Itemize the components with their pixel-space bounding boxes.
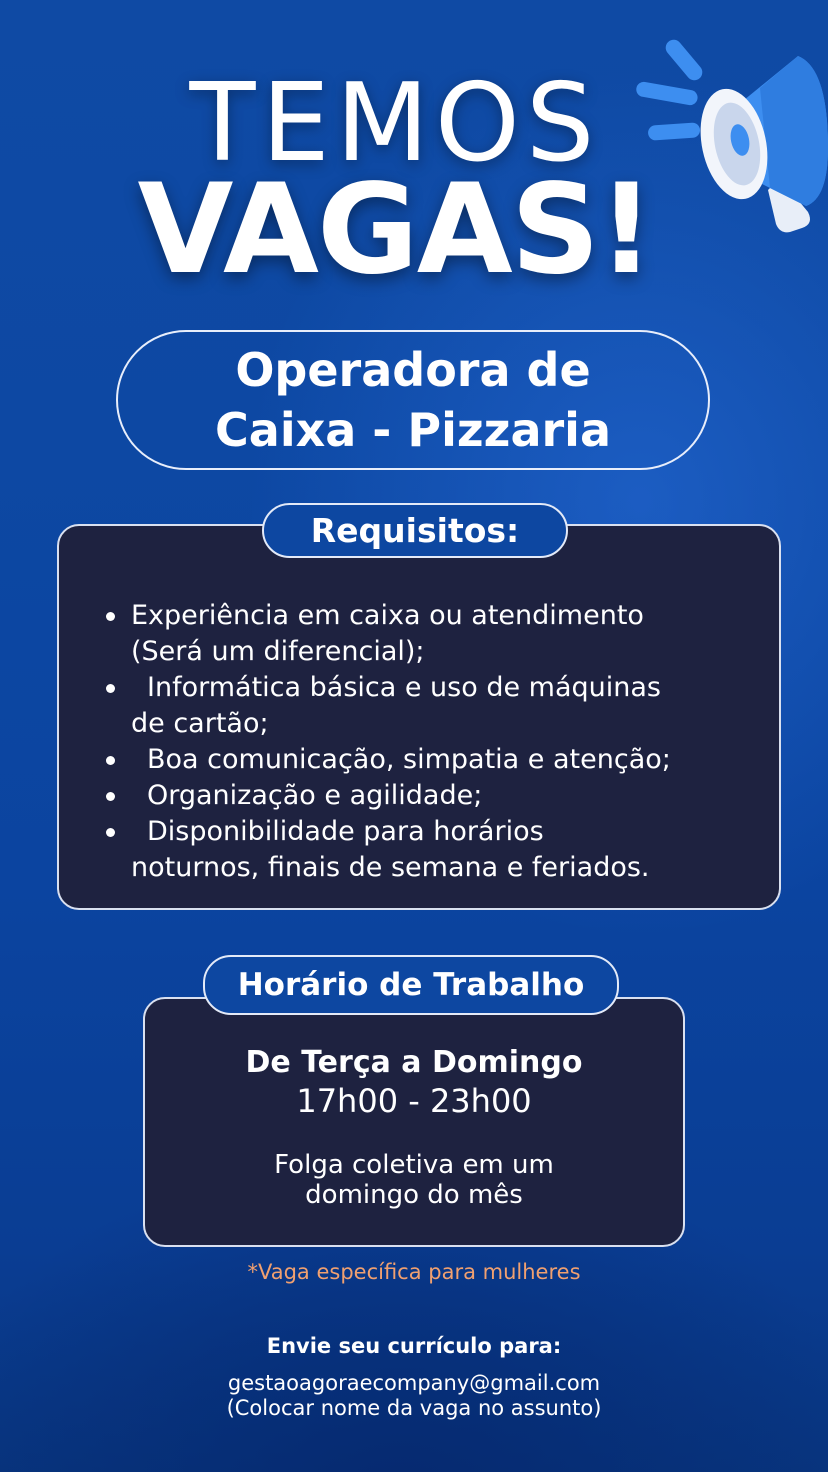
requirements-card — [57, 524, 781, 910]
requirement-item — [131, 742, 791, 778]
requirement-text: Organização e agilidade; — [147, 780, 483, 811]
requirement-text: Disponibilidade para horários — [147, 816, 544, 847]
job-title-line-2: Caixa - Pizzaria — [215, 403, 611, 457]
headline-temos: TEMOS — [189, 61, 601, 186]
schedule-hours: 17h00 - 23h00 — [296, 1082, 532, 1120]
schedule-days: De Terça a Domingo — [245, 1045, 583, 1080]
requirement-text: Informática básica e uso de máquinas — [147, 672, 661, 703]
contact-email[interactable]: gestaoagoraecompany@gmail.com — [227, 1371, 601, 1395]
requirements-list — [131, 598, 791, 886]
requirement-item — [131, 814, 791, 886]
requirement-text-continued: noturnos, finais de semana e feriados. — [131, 852, 650, 883]
schedule-note-line-1: Folga coletiva em um — [274, 1150, 554, 1180]
megaphone-icon — [630, 28, 828, 238]
headline-vagas: VAGAS! — [137, 158, 653, 302]
job-title-pill — [116, 330, 710, 470]
requirement-text-continued: (Será um diferencial); — [131, 636, 425, 667]
women-only-notice: *Vaga específica para mulheres — [247, 1260, 581, 1284]
requirement-item — [131, 778, 791, 814]
schedule-note-line-2: domingo do mês — [305, 1180, 523, 1210]
job-title-line-1: Operadora de — [235, 343, 591, 397]
schedule-heading: Horário de Trabalho — [203, 955, 619, 1015]
requirement-item — [131, 598, 791, 670]
contact-title: Envie seu currículo para: — [266, 1334, 562, 1358]
requirement-text-continued: de cartão; — [131, 708, 269, 739]
requirement-text: Experiência em caixa ou atendimento — [131, 600, 644, 631]
contact-subject-hint: (Colocar nome da vaga no assunto) — [226, 1396, 602, 1420]
schedule-day-off-note — [143, 1150, 685, 1210]
requirement-text: Boa comunicação, simpatia e atenção; — [147, 744, 671, 775]
requirement-item — [131, 670, 791, 742]
requirements-heading: Requisitos: — [262, 503, 568, 558]
